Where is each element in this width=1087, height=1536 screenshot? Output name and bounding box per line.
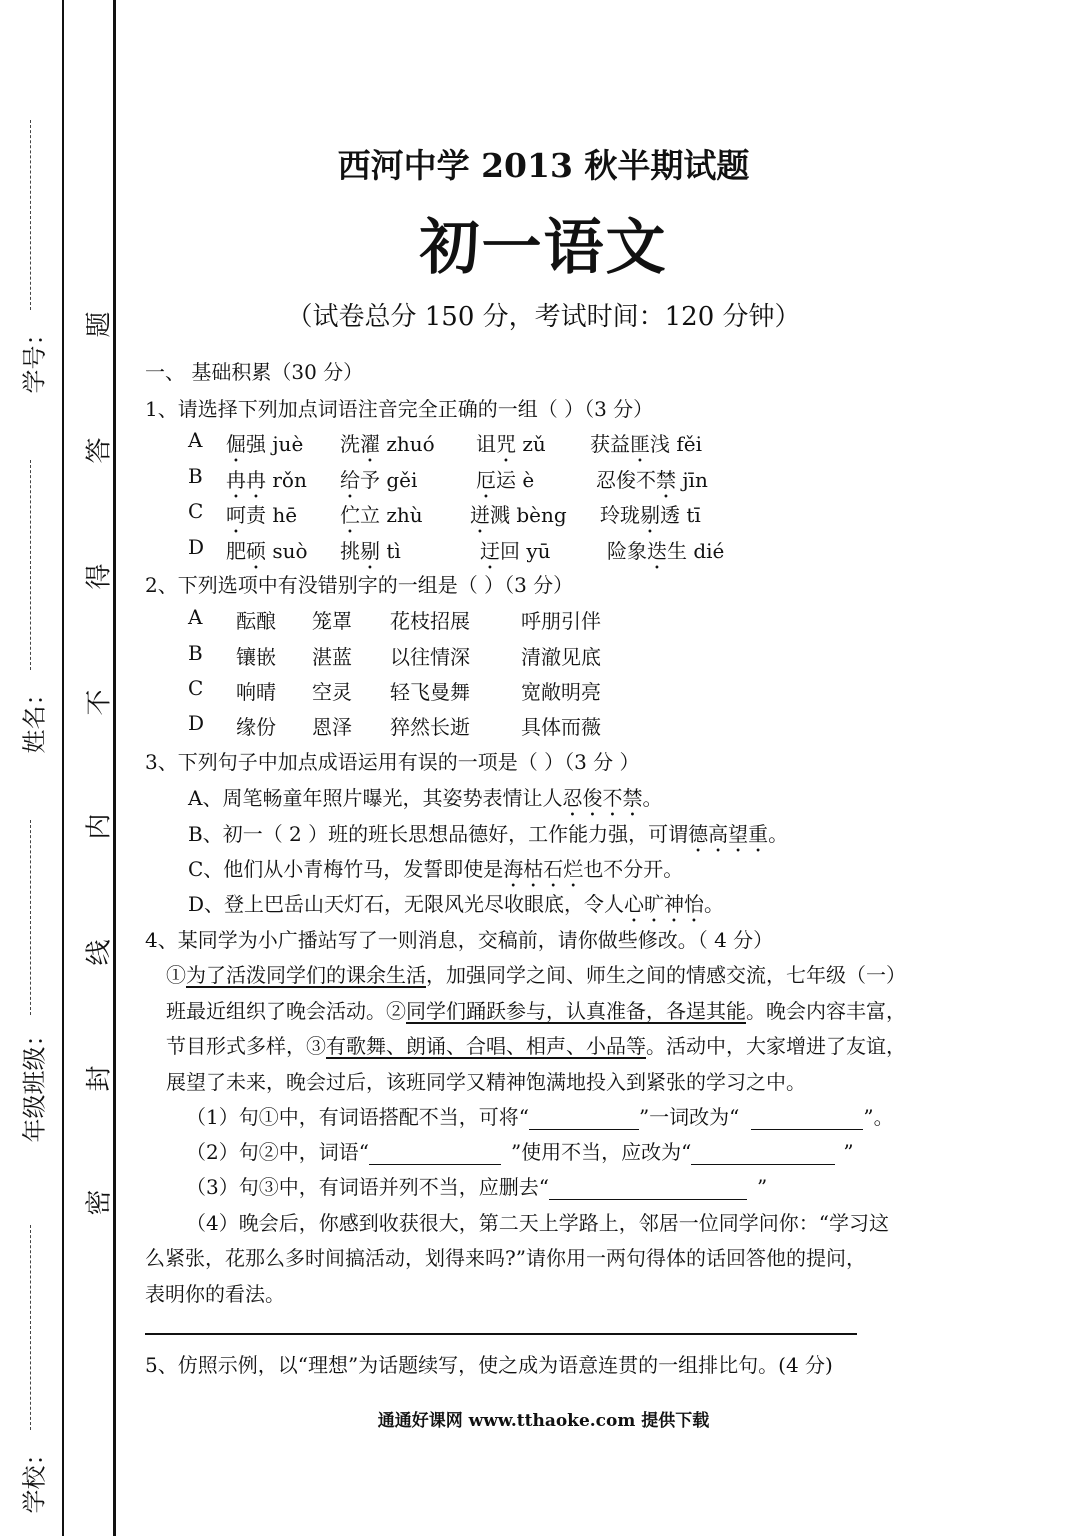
- answer-blank[interactable]: [369, 1144, 501, 1165]
- pinyin-item: 倔强 juè: [226, 432, 304, 456]
- q4-sub4-line: 么紧张，花那么多时间搞活动，划得来吗?”请你用一两句得体的话回答他的提问，: [145, 1246, 866, 1270]
- option-word: 宽敞明亮: [521, 680, 601, 704]
- student-number-label: 学号：: [20, 321, 49, 394]
- option-letter: C: [188, 676, 204, 700]
- seal-char: 封: [84, 1065, 115, 1092]
- option-letter: A: [188, 605, 203, 629]
- q3-option-a[interactable]: A、周笔畅童年照片曝光，其姿势表情让人忍俊不禁。: [188, 786, 663, 810]
- school-blank[interactable]: [30, 1225, 31, 1430]
- q4-sub4-line: （4）晚会后，你感到收获很大，第二天上学路上，邻居一位同学问你：“学习这: [186, 1211, 889, 1235]
- exam-info: （试卷总分 150 分，考试时间：120 分钟）: [286, 302, 801, 332]
- seal-char: 得: [84, 563, 115, 590]
- option-word: 具体而薇: [521, 715, 601, 739]
- school-label: 学校：: [20, 1441, 49, 1514]
- q1-stem: 1、请选择下列加点词语注音完全正确的一组（ ）（3 分）: [145, 397, 654, 421]
- option-word: 轻飞曼舞: [390, 680, 470, 704]
- option-word: 酝酿: [236, 609, 276, 633]
- option-letter: A: [188, 428, 203, 452]
- pinyin-item: 玲珑剔透 tī: [600, 503, 701, 527]
- pinyin-item: 险象迭生 dié: [607, 539, 725, 563]
- q3-option-d[interactable]: D、登上巴岳山天灯石，无限风光尽收眼底，令人心旷神怡。: [188, 892, 725, 916]
- answer-blank[interactable]: [691, 1144, 835, 1165]
- q3-option-b[interactable]: B、初一（ 2 ）班的班长思想品德好，工作能力强，可谓德高望重。: [188, 822, 789, 846]
- q4-passage-line: 节目形式多样，③有歌舞、朗诵、合唱、相声、小品等。活动中，大家增进了友谊，: [166, 1034, 906, 1058]
- pinyin-item: 挑剔 tì: [340, 539, 401, 563]
- seal-char: 不: [84, 689, 115, 716]
- class-blank[interactable]: [30, 820, 31, 1015]
- q4-passage-line: ①为了活泼同学们的课余生活，加强同学之间、师生之间的情感交流，七年级（一）: [166, 963, 906, 987]
- pinyin-item: 冉冉 rǒn: [226, 468, 307, 492]
- q4-sub1: （1）句①中，有词语搭配不当，可将“ ”一词改为“ ”。: [186, 1105, 894, 1129]
- q4-sub4-line: 表明你的看法。: [145, 1282, 285, 1306]
- q4-sub3: （3）句③中，有词语并列不当，应删去“ ”: [186, 1175, 768, 1199]
- q3-option-c[interactable]: C、他们从小青梅竹马，发誓即使是海枯石烂也不分开。: [188, 857, 684, 881]
- option-word: 湛蓝: [312, 645, 352, 669]
- answer-line[interactable]: [145, 1333, 857, 1335]
- option-word: 花枝招展: [390, 609, 470, 633]
- option-word: 空灵: [312, 680, 352, 704]
- option-word: 以往情深: [390, 645, 470, 669]
- seal-char: 密: [84, 1189, 115, 1216]
- option-word: 恩泽: [312, 715, 352, 739]
- pinyin-item: 伫立 zhù: [340, 503, 423, 527]
- seal-char: 线: [84, 939, 115, 966]
- subject-title: 初一语文: [419, 213, 668, 283]
- footer-source: 通通好课网 www.tthaoke.com 提供下载: [377, 1411, 710, 1431]
- q3-stem: 3、下列句子中加点成语运用有误的一项是（ ）（3 分 ）: [145, 750, 640, 774]
- q2-stem: 2、下列选项中有没错别字的一组是（ ）（3 分）: [145, 573, 574, 597]
- option-letter: D: [188, 535, 205, 559]
- q4-sub2: （2）句②中，词语“ ”使用不当，应改为“ ”: [186, 1140, 854, 1164]
- q5-stem: 5、仿照示例，以“理想”为话题续写，使之成为语意连贯的一组排比句。(4 分): [145, 1353, 833, 1377]
- option-word: 缘份: [236, 715, 276, 739]
- seal-char: 答: [84, 437, 115, 464]
- pinyin-item: 肥硕 suò: [226, 539, 308, 563]
- name-label: 姓名：: [20, 681, 49, 754]
- option-letter: B: [188, 641, 203, 665]
- exam-title: 西河中学 2013 秋半期试题: [337, 146, 750, 185]
- option-word: 呼朋引伴: [521, 609, 601, 633]
- option-word: 镶嵌: [236, 645, 276, 669]
- seal-char: 内: [84, 813, 115, 840]
- answer-blank[interactable]: [529, 1109, 639, 1130]
- answer-blank[interactable]: [751, 1109, 863, 1130]
- option-letter: C: [188, 499, 204, 523]
- pinyin-item: 迸溅 bèng: [470, 503, 567, 527]
- pinyin-item: 给予 gěi: [340, 468, 418, 492]
- option-word: 猝然长逝: [390, 715, 470, 739]
- pinyin-item: 洗濯 zhuó: [340, 432, 435, 456]
- q4-passage-line: 展望了未来，晚会过后，该班同学又精神饱满地投入到紧张的学习之中。: [166, 1070, 806, 1094]
- pinyin-item: 呵责 hē: [226, 503, 298, 527]
- pinyin-item: 诅咒 zǔ: [476, 432, 546, 456]
- name-blank[interactable]: [30, 460, 31, 670]
- option-word: 笼罩: [312, 609, 352, 633]
- option-word: 清澈见底: [521, 645, 601, 669]
- pinyin-item: 忍俊不禁 jīn: [596, 468, 708, 492]
- option-word: 响晴: [236, 680, 276, 704]
- answer-blank[interactable]: [549, 1179, 747, 1200]
- q4-passage-line: 班最近组织了晚会活动。②同学们踊跃参与，认真准备，各逞其能。晚会内容丰富，: [166, 999, 906, 1023]
- pinyin-item: 获益匪浅 fěi: [590, 432, 702, 456]
- class-label: 年级班级：: [20, 1022, 49, 1143]
- q4-stem: 4、某同学为小广播站写了一则消息，交稿前，请你做些修改。（ 4 分）: [145, 928, 774, 952]
- pinyin-item: 迂回 yū: [480, 539, 551, 563]
- section-heading: 一、 基础积累（30 分）: [145, 360, 364, 384]
- seal-char: 题: [84, 311, 115, 338]
- option-letter: D: [188, 711, 205, 735]
- pinyin-item: 厄运 è: [476, 468, 535, 492]
- option-letter: B: [188, 464, 203, 488]
